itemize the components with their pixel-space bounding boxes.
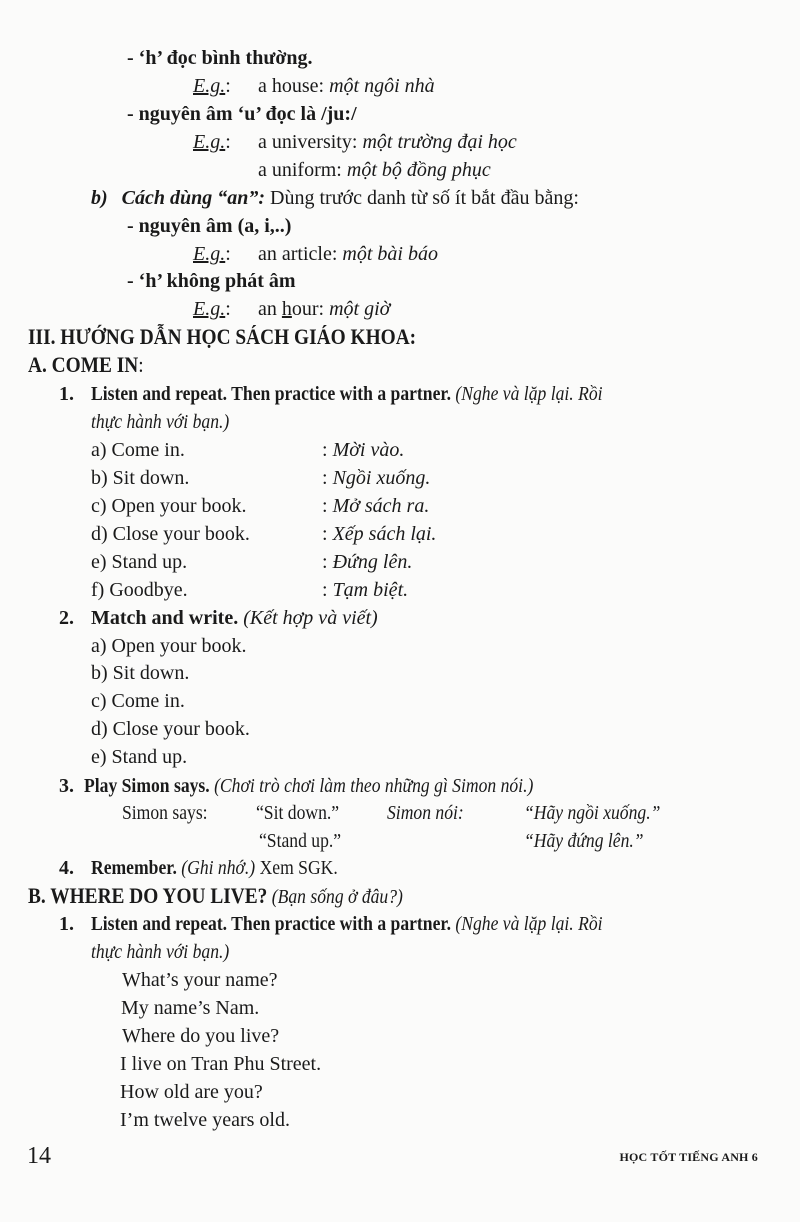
eg-label: E.g. — [193, 75, 226, 97]
match-item: c) Come in. — [91, 690, 185, 712]
example-house — [258, 74, 435, 98]
heading-text: A. COME IN — [28, 352, 139, 377]
colon: : — [322, 467, 333, 489]
match-item: e) Stand up. — [91, 746, 188, 768]
label-text: Simon says: — [122, 802, 208, 824]
example-university — [258, 130, 517, 154]
item-label: b) — [91, 187, 108, 209]
vi-text: Mời vào. — [332, 439, 405, 461]
phrase-vi — [322, 578, 408, 602]
section-heading-text: III. HƯỚNG DẪN HỌC SÁCH GIÁO KHOA: — [28, 324, 417, 349]
command-vi — [524, 829, 660, 853]
example-en: a uniform: — [258, 159, 342, 181]
exercise-number: 2. — [59, 607, 74, 629]
example-line — [193, 130, 231, 154]
rule-h-normal: - ‘h’ đọc bình thường. — [127, 47, 313, 69]
rule-h-silent: - ‘h’ không phát âm — [127, 270, 296, 292]
exercise-title-text: Listen and repeat. Then practice with a partner. — [91, 383, 451, 405]
example-en: an — [258, 298, 282, 320]
phrase-en: f) Goodbye. — [91, 579, 188, 601]
eg-colon: : — [225, 243, 231, 265]
example-article — [258, 242, 438, 266]
command-text: “Sit down.” — [256, 802, 340, 824]
example-line — [193, 242, 231, 266]
simon-says-label — [122, 801, 219, 825]
book-title: HỌC TỐT TIẾNG ANH 6 — [619, 1150, 758, 1164]
page-number: 14 — [27, 1143, 51, 1169]
match-item: a) Open your book. — [91, 635, 247, 657]
dialogue-line: Where do you live? — [122, 1025, 280, 1047]
exercise-number: 1. — [59, 913, 74, 935]
exercise-title — [91, 606, 378, 630]
example-line — [193, 74, 231, 98]
example-vi: một trường đại học — [362, 131, 517, 153]
command-text: “Hãy đứng lên.” — [524, 830, 644, 852]
match-item: d) Close your book. — [91, 718, 250, 740]
subsection-heading-text — [28, 353, 144, 377]
phrase-en: a) Come in. — [91, 439, 185, 461]
subsection-heading-a — [28, 353, 159, 377]
example-vi: một bộ đồng phục — [346, 159, 491, 181]
example-uniform — [258, 158, 491, 182]
colon: : — [322, 579, 333, 601]
phrase-en: d) Close your book. — [91, 523, 250, 545]
exercise-translation-cont — [91, 940, 248, 964]
command-en — [256, 801, 350, 825]
translation-text: thực hành với bạn.) — [91, 411, 230, 433]
exercise-title-text: Match and write. — [91, 607, 239, 629]
eg-label: E.g. — [193, 131, 226, 153]
exercise-title-text: Remember. — [91, 857, 177, 879]
vi-text: Mở sách ra. — [332, 495, 430, 517]
label-text: Simon nói: — [387, 802, 464, 824]
section-heading — [28, 325, 469, 349]
phrase-en: b) Sit down. — [91, 467, 190, 489]
command-text: “Hãy ngồi xuống.” — [524, 802, 661, 824]
exercise-number: 1. — [59, 383, 74, 405]
exercise-translation-cont — [91, 410, 248, 434]
example-en: an article: — [258, 243, 338, 265]
example-vi: một bài báo — [342, 243, 438, 265]
rule-an-usage — [91, 186, 579, 210]
rule-desc: Dùng trước danh từ số ít bắt đầu bằng: — [265, 187, 579, 209]
exercise-note: Xem SGK. — [255, 857, 338, 879]
example-vi: một giờ — [329, 298, 391, 320]
colon: : — [322, 523, 333, 545]
exercise-translation: (Chơi trò chơi làm theo những gì Simon nói.) — [209, 775, 534, 797]
dialogue-line: I’m twelve years old. — [120, 1109, 290, 1131]
phrase-en: e) Stand up. — [91, 551, 188, 573]
exercise-translation: (Nghe và lặp lại. Rồi — [450, 913, 603, 935]
eg-label: E.g. — [193, 298, 226, 320]
rule-u-vowel: - nguyên âm ‘u’ đọc là /ju:/ — [127, 103, 357, 125]
eg-colon: : — [225, 75, 231, 97]
dialogue-line: My name’s Nam. — [121, 997, 260, 1019]
dialogue-line: What’s your name? — [122, 969, 278, 991]
rule-title: Cách dùng “an”: — [121, 187, 266, 209]
exercise-number: 3. — [59, 775, 74, 797]
rule-vowel: - nguyên âm (a, i,..) — [127, 215, 292, 237]
exercise-translation: (Ghi nhớ.) — [176, 857, 256, 879]
example-vi: một ngôi nhà — [329, 75, 435, 97]
phrase-vi — [322, 466, 430, 490]
phrase-vi — [322, 438, 404, 462]
exercise-title — [91, 912, 672, 936]
exercise-title — [91, 856, 371, 880]
exercise-title-text: Play Simon says. — [84, 775, 210, 797]
dialogue-line: How old are you? — [120, 1081, 263, 1103]
example-en: a house: — [258, 75, 325, 97]
colon: : — [322, 551, 333, 573]
exercise-translation: (Nghe và lặp lại. Rồi — [450, 383, 603, 405]
example-en-rest: our: — [291, 298, 325, 320]
subsection-heading-b — [28, 884, 454, 909]
example-line — [193, 297, 231, 321]
phrase-en: c) Open your book. — [91, 495, 247, 517]
command-en — [259, 829, 352, 853]
example-hour — [258, 297, 390, 321]
phrase-vi — [322, 522, 436, 546]
vi-text: Ngồi xuống. — [332, 467, 431, 489]
heading-translation: (Bạn sống ở đâu?) — [267, 886, 403, 908]
phrase-vi — [322, 494, 429, 518]
example-en-h: h — [281, 298, 292, 320]
simon-noi-label — [387, 801, 474, 825]
eg-label: E.g. — [193, 243, 226, 265]
command-vi — [524, 801, 679, 825]
dialogue-line: I live on Tran Phu Street. — [120, 1053, 322, 1075]
exercise-translation: (Kết hợp và viết) — [238, 607, 378, 629]
heading-text: B. WHERE DO YOU LIVE? — [28, 883, 268, 908]
vi-text: Tạm biệt. — [332, 579, 409, 601]
exercise-title — [84, 774, 595, 798]
translation-text: thực hành với bạn.) — [91, 941, 230, 963]
command-text: “Stand up.” — [259, 830, 342, 852]
exercise-title-text: Listen and repeat. Then practice with a partner. — [91, 913, 451, 935]
exercise-title — [91, 382, 672, 406]
vi-text: Đứng lên. — [332, 551, 413, 573]
colon: : — [322, 439, 333, 461]
vi-text: Xếp sách lại. — [332, 523, 437, 545]
heading-colon: : — [138, 352, 144, 377]
eg-colon: : — [225, 131, 231, 153]
colon: : — [322, 495, 333, 517]
phrase-vi — [322, 550, 412, 574]
match-item: b) Sit down. — [91, 662, 190, 684]
example-en: a university: — [258, 131, 358, 153]
exercise-number: 4. — [59, 857, 74, 879]
eg-colon: : — [225, 298, 231, 320]
